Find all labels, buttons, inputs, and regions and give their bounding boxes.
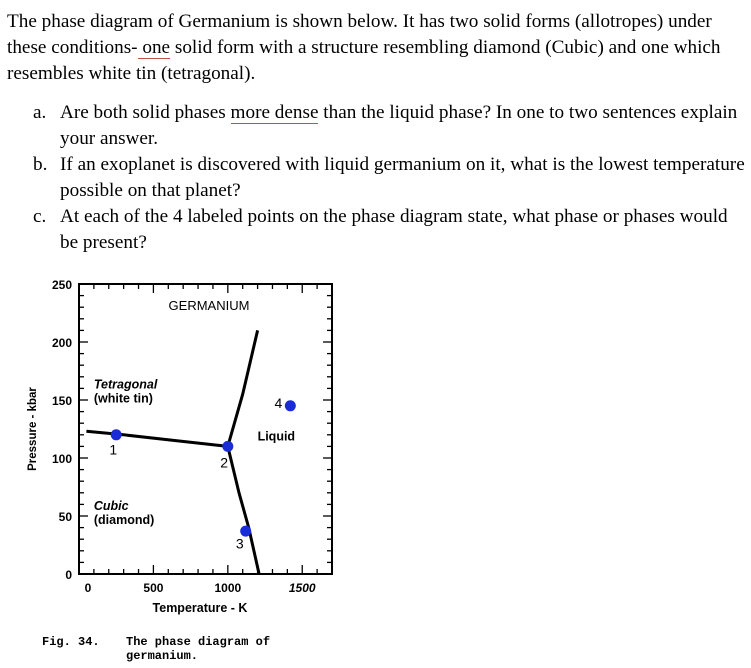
intro-text-after: solid form with a structure resembling diamond (Cubic) and one which resembles white tin (tetragonal). xyxy=(7,37,721,84)
point-1-label: 1 xyxy=(109,441,118,458)
y-axis-label: Pressure - kbar xyxy=(27,387,39,471)
point-1-marker xyxy=(111,429,122,440)
phase-diagram-figure xyxy=(0,272,751,668)
boundary-tetragonal-cubic xyxy=(86,431,227,446)
question-a xyxy=(33,100,745,152)
question-b xyxy=(33,152,745,204)
x-tick-label: 1500 xyxy=(288,581,316,595)
chart-title: GERMANIUM xyxy=(168,298,250,313)
question-text: Are both solid phases xyxy=(60,102,231,123)
question-underlined: more dense xyxy=(230,102,319,123)
intro-text-before: The phase diagram of Germanium is shown below. It has two solid forms (allotropes) under these conditions- xyxy=(7,11,712,58)
y-tick-label: 150 xyxy=(51,394,72,408)
figure-number: Fig. 34. xyxy=(42,635,100,649)
question-text-after: than the liquid phase? In one to two sentences explain your answer. xyxy=(60,102,738,149)
question-c xyxy=(33,204,745,256)
question-letter: b. xyxy=(33,154,48,175)
y-tick-label: 0 xyxy=(65,568,72,582)
region-label-liquid: Liquid xyxy=(257,429,296,444)
region-label-tetragonal-sub: (white tin) xyxy=(93,391,153,406)
x-tick-label: 500 xyxy=(143,581,164,595)
region-label-cubic: Cubic xyxy=(93,499,129,514)
y-tick-label: 200 xyxy=(51,336,72,350)
point-4-marker xyxy=(285,400,296,411)
x-tick-label: 0 xyxy=(84,581,92,595)
figure-caption-line2: germanium. xyxy=(126,649,199,663)
y-tick-label: 50 xyxy=(58,510,72,524)
point-2-label: 2 xyxy=(220,454,229,471)
y-tick-label: 100 xyxy=(51,452,72,466)
boundary-cubic-liquid xyxy=(228,446,259,574)
question-letter: a. xyxy=(33,102,47,123)
question-letter: c. xyxy=(33,206,47,227)
intro-underlined: one xyxy=(137,37,171,58)
question-text: If an exoplanet is discovered with liquid germanium on it, what is the lowest temperature possible on that planet? xyxy=(60,154,745,201)
chart-labels xyxy=(27,278,316,663)
region-label-tetragonal: Tetragonal xyxy=(93,377,158,392)
question-list xyxy=(33,100,745,256)
point-2-marker xyxy=(222,441,233,452)
question-text: At each of the 4 labeled points on the phase diagram state, what phase or phases would be present? xyxy=(60,206,728,253)
x-axis-label: Temperature - K xyxy=(152,601,248,615)
phase-diagram-chart xyxy=(0,272,751,668)
x-tick-label: 1000 xyxy=(214,581,242,595)
boundary-tetragonal-liquid xyxy=(228,330,258,446)
y-tick-label: 250 xyxy=(51,278,72,292)
point-3-label: 3 xyxy=(235,535,244,552)
figure-caption-line1: The phase diagram of xyxy=(126,635,271,649)
region-label-cubic-sub: (diamond) xyxy=(93,513,155,528)
point-4-label: 4 xyxy=(274,395,283,412)
problem-intro xyxy=(7,9,742,87)
